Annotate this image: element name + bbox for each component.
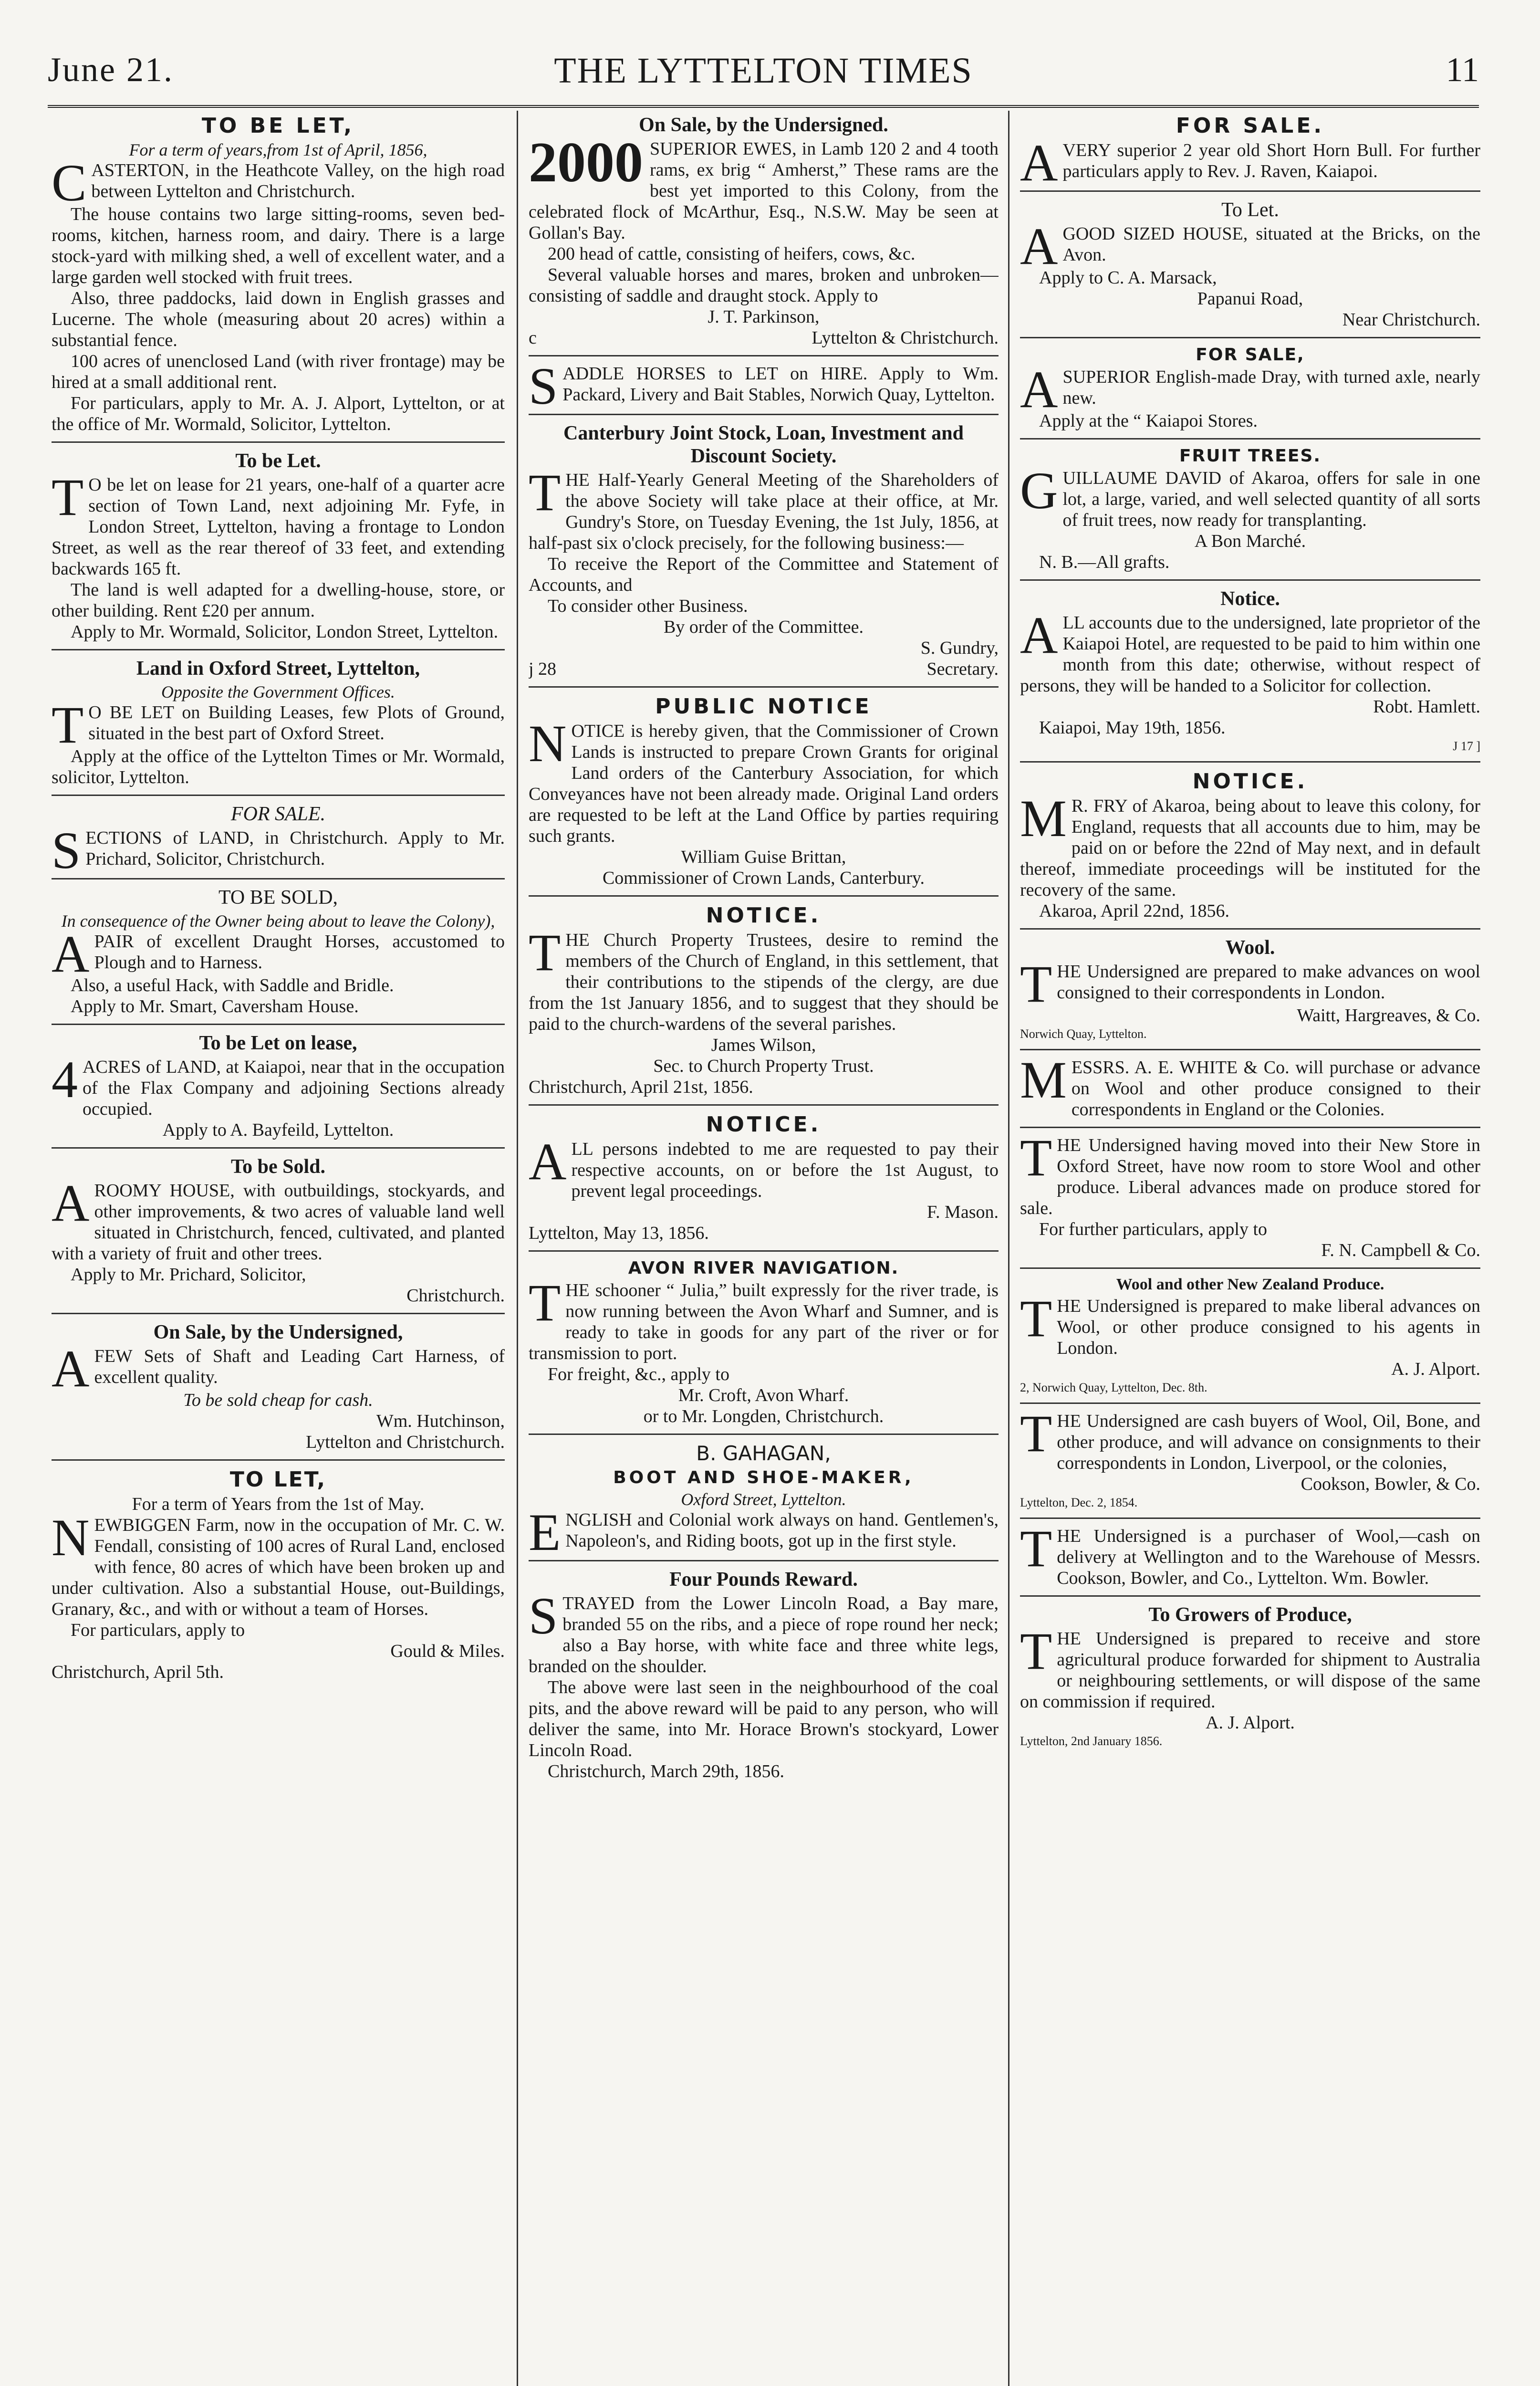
advert-fruit-trees [1020,446,1480,573]
advert-divider [1020,1049,1480,1050]
drop-cap: A [52,1340,90,1398]
advert-body: To receive the Report of the Committee and Statement of Accounts, and [529,554,999,595]
advert-divider [1020,1127,1480,1128]
drop-cap: T [52,468,84,526]
advert-cash-buyers [1020,1404,1480,1511]
page-header [48,50,1479,93]
advert-signature: William Guise Brittan, [681,847,846,867]
advert-body: TRAYED from the Lower Lincoln Road, a Bay mare, branded 55 on the ribs, and a piece of rope round her neck; also a Bay horse, with white face and three white legs, branded on the shoulder. [529,1593,999,1676]
advert-body: HE Undersigned are prepared to make advances on wool consigned to their correspondents in London. [1057,962,1480,1003]
advert-signature: Cookson, Bowler, & Co. [1301,1474,1480,1494]
advert-body: O BE LET on Building Leases, few Plots of Ground, situated in the best part of Oxford Street. [88,702,505,743]
advert-body: ECTIONS of LAND, in Christchurch. Apply to Mr. Prichard, Solicitor, Christchurch. [85,828,505,869]
advert-gahagan [529,1442,999,1561]
drop-cap: A [52,925,90,983]
advert-heading: PUBLIC NOTICE [655,694,872,719]
advert-body: Christchurch, March 29th, 1856. [548,1761,785,1781]
advert-body: Several valuable horses and mares, broken and unbroken—consisting of saddle and draught stock. Apply to [529,265,999,306]
advert-body: HE Undersigned is prepared to make liberal advances on Wool, or other produce consigned to his agents in London. [1057,1296,1480,1358]
advert-draught-horses [52,886,505,1017]
drop-cap: A [1020,360,1058,419]
advert-heading: To Growers of Produce, [1148,1604,1352,1626]
advert-heading: FRUIT TREES. [1179,446,1321,466]
drop-cap: S [52,821,81,879]
advert-body: Apply at the “ Kaiapoi Stores. [1039,411,1258,431]
advert-body: HE Undersigned is prepared to receive and store agricultural produce forwarded for shipment to Australia or neighbouring settlements, or will dispose of the same on commission if required. [1020,1629,1480,1712]
advert-saddle-horses [529,357,999,415]
advert-divider [52,795,505,796]
advert-body: Sec. to Church Property Trust. [653,1056,874,1076]
advert-body: Also, a useful Hack, with Saddle and Bridle. [71,975,394,995]
advert-body: LL accounts due to the undersigned, late proprietor of the Kaiapoi Hotel, are requested to be paid to him within one month from this date; otherwise, without respect of persons, they will be handed to a Solicitor for collection. [1020,613,1480,696]
advert-heading: On Sale, by the Undersigned. [639,114,888,136]
advert-divider [529,1560,999,1561]
issue-date: June 21. [48,51,174,89]
advert-body: Christchurch. [406,1286,505,1306]
advert-heading: Wool and other New Zealand Produce. [1116,1276,1384,1293]
advert-body: Apply to Mr. Wormald, Solicitor, London Street, Lyttelton. [71,622,499,642]
advert-divider [1020,761,1480,763]
column-1 [52,111,505,2386]
advert-body: Lyttelton and Christchurch. [306,1432,505,1452]
drop-cap: A [1020,606,1058,664]
drop-cap: T [1020,1519,1052,1578]
advert-kaiapoi-hotel [1020,587,1480,754]
advert-wool-waitt [1020,936,1480,1042]
advert-avon-river [529,1258,999,1427]
drop-cap: T [1020,1622,1052,1680]
advert-signature: Robt. Hamlett. [1373,697,1480,717]
advert-body: ACRES of LAND, at Kaiapoi, near that in the occupation of the Flax Company and adjoining Sections already occupied. [83,1057,505,1119]
column-rule-1 [517,111,518,2386]
advert-signature: A Bon Marché. [1194,531,1306,551]
advert-body: Lyttelton & Christchurch. [812,328,999,348]
advert-signature: A. J. Alport. [1391,1359,1480,1379]
advert-signature: S. Gundry, [920,638,999,658]
advert-body: For further particulars, apply to [1039,1219,1268,1239]
advert-body: UILLAUME DAVID of Akaroa, offers for sale in one lot, a large, varied, and well selected quantity of all sorts of fruit trees, now ready for transplanting. [1062,468,1480,530]
drop-cap: M [1020,789,1067,848]
advert-heading: Canterbury Joint Stock, Loan, Investment and Discount Society. [563,422,964,467]
advert-heading: To be Sold. [230,1156,326,1178]
advert-body: Apply to Mr. Prichard, Solicitor, [71,1265,306,1285]
advert-body: FEW Sets of Shaft and Leading Cart Harness, of excellent quality. [94,1346,505,1387]
drop-cap: T [529,463,561,522]
advert-signature: A. J. Alport. [1206,1713,1295,1733]
advert-four-pounds-reward [529,1568,999,1782]
drop-cap: A [52,1174,90,1232]
advert-to-let-house [1020,199,1480,330]
advert-body: HE schooner “ Julia,” built expressly for the river trade, is now running between the Avon Wharf and Sumner, and is ready to take in goods for any part of the river or for transmission to port. [529,1280,999,1363]
advert-body: Secretary. [926,659,999,679]
advert-divider [1020,438,1480,440]
column-3 [1020,111,1480,2386]
advert-divider [52,878,505,879]
advert-signature: F. Mason. [926,1202,999,1222]
advert-heading: Four Pounds Reward. [669,1569,858,1591]
advert-body: Apply to A. Bayfeild, Lyttelton. [162,1120,394,1140]
drop-cap: T [1020,955,1052,1013]
advert-body: 200 head of cattle, consisting of heifers, cows, &c. [548,244,916,264]
advert-mr-fry [1020,769,1480,921]
advert-divider [1020,190,1480,192]
advert-divider [1020,1267,1480,1269]
advert-divider [1020,1517,1480,1519]
advert-body: Near Christchurch. [1342,310,1480,330]
drop-cap: T [1020,1404,1052,1463]
advert-divider [52,1024,505,1025]
advert-divider [52,649,505,650]
advert-body: HE Half-Yearly General Meeting of the Shareholders of the above Society will take place at their office, at Mr. Gundry's Store, on Tuesday Evening, the 1st July, 1856, at half-past six o'clock precisely, for the following business:— [529,470,999,553]
drop-cap: C [52,154,87,212]
advert-body: Apply at the office of the Lyttelton Times or Mr. Wormald, solicitor, Lyttelton. [52,746,505,787]
advert-body: ROOMY HOUSE, with outbuildings, stockyards, and other improvements, & two acres of valuable land well situated in Christchurch, fenced, cultivated, and planted with a variety of fruit and other trees. [52,1181,505,1264]
advert-divider [1020,1402,1480,1404]
advert-divider [1020,579,1480,581]
advert-divider [529,895,999,897]
drop-cap: M [1020,1051,1067,1109]
advert-marker: j 28 [529,659,557,679]
advert-divider [529,1250,999,1252]
advert-body: SUPERIOR EWES, in Lamb 120 2 and 4 tooth rams, ex brig “ Amherst,” These rams are the best yet imported to this Colony, from the celebrated flock of McArthur, Esq., N.S.W. May be seen at Gollan's Bay. [529,139,999,243]
advert-body: To be sold cheap for cash. [183,1390,373,1410]
advert-heading: Land in Oxford Street, Lyttelton, [136,658,420,680]
advert-body: Lyttelton, 2nd January 1856. [1020,1734,1163,1748]
advert-new-store [1020,1129,1480,1261]
advert-body: ESSRS. A. E. WHITE & Co. will purchase or advance on Wool and other produce consigned to their correspondents in England or the Colonies. [1071,1057,1480,1120]
advert-marker: J 17 ] [1453,739,1480,753]
advert-divider [52,441,505,443]
advert-body: Christchurch, April 5th. [52,1662,224,1682]
drop-cap: G [1020,461,1058,520]
advert-dray [1020,345,1480,431]
advert-to-be-let-lease [52,450,505,642]
advert-body: To consider other Business. [548,596,748,616]
advert-divider [52,1147,505,1149]
page-number: 11 [1446,51,1479,89]
advert-body: PAIR of excellent Draught Horses, accustomed to Plough and to Harness. [94,931,505,973]
advert-heading: TO LET, [229,1467,327,1492]
advert-heading: FOR SALE. [1176,114,1325,138]
advert-marker: c [529,328,537,348]
advert-divider [52,1459,505,1461]
advert-subheading: In consequence of the Owner being about to leave the Colony), [61,911,495,931]
advert-for-sale-sections [52,803,505,879]
advert-heading: AVON RIVER NAVIGATION. [628,1258,899,1278]
advert-nz-produce [1020,1276,1480,1396]
drop-cap: A [1020,134,1058,192]
advert-body: The above were last seen in the neighbourhood of the coal pits, and the above reward will be paid to any person, who will deliver the same, into Mr. Horace Brown's stockyard, Lower Lincoln Road. [529,1677,999,1760]
advert-signature: Apply to C. A. Marsack, [1039,268,1217,288]
drop-cap: T [529,923,561,982]
drop-cap: N [529,714,567,773]
advert-body: For particulars, apply to Mr. A. J. Alport, Lyttelton, or at the office of Mr. Wormald, Solicitor, Lyttelton. [52,393,505,434]
advert-body: R. FRY of Akaroa, being about to leave this colony, for England, requests that all accounts due to him, may be paid on or before the 22nd of May next, and in default thereof, immediate proceedings will be instituted for the recovery of the same. [1020,796,1480,900]
advert-growers-of-produce [1020,1603,1480,1749]
advert-body: HE Church Property Trustees, desire to remind the members of the Church of England, in this settlement, that their contributions to the stipends of the clergy, are due from the 1st January 1856, and to suggest that they should be paid to the church-wardens of the several parishes. [529,930,999,1034]
advert-superior-ewes [529,114,999,348]
advert-wool-purchaser [1020,1519,1480,1589]
advert-divider [1020,1595,1480,1597]
advert-body: LL persons indebted to me are requested to pay their respective accounts, on or before the 1st August, to prevent legal proceedings. [571,1139,999,1201]
advert-body: Mr. Croft, Avon Wharf. [678,1385,849,1405]
column-2 [529,111,999,2386]
advert-body: HE Undersigned is a purchaser of Wool,—cash on delivery at Wellington and to the Warehouse of Messrs. Cookson, Bowler, and Co., Lyttelton. Wm. Bowler. [1057,1526,1480,1588]
advert-heading: To be Let. [235,450,321,472]
advert-body: HE Undersigned are cash buyers of Wool, Oil, Bone, and other produce, and will advance on consignments to their correspondents in London, Liverpool, or the colonies, [1057,1411,1480,1473]
advert-signature: James Wilson, [711,1035,816,1055]
drop-cap: 4 [52,1050,78,1109]
advert-body: NGLISH and Colonial work always on hand. Gentlemen's, Napoleon's, and Riding boots, got up in the first style. [565,1510,999,1551]
advert-body: By order of the Committee. [664,617,864,637]
advert-subheading: Oxford Street, Lyttelton. [681,1490,846,1509]
advert-divider [1020,928,1480,930]
advert-body: For a term of Years from the 1st of May. [132,1494,425,1514]
advert-body: For particulars, apply to [71,1620,245,1640]
advert-canterbury-joint-stock [529,422,999,680]
advert-heading: NOTICE. [706,1112,822,1137]
drop-cap: T [52,696,84,754]
advert-body: Lyttelton, Dec. 2, 1854. [1020,1496,1138,1509]
advert-messrs-white [1020,1051,1480,1120]
advert-body: ASTERTON, in the Heathcote Valley, on the high road between Lyttelton and Christchurch. [91,160,505,201]
drop-cap: E [529,1503,561,1561]
advert-body: The house contains two large sitting-rooms, seven bed-rooms, kitchen, harness room, and dairy. There is a large stock-yard with milking shed, a well of excellent water, and a large garden well stocked with fruit trees. [52,204,505,287]
newspaper-title: THE LYTTELTON TIMES [554,51,973,91]
advert-subheading: Opposite the Government Offices. [161,682,395,701]
advert-heading: On Sale, by the Undersigned, [153,1321,403,1343]
advert-divider [1020,337,1480,338]
advert-body: VERY superior 2 year old Short Horn Bull. For further particulars apply to Rev. J. Raven, Kaiapoi. [1062,140,1480,181]
advert-church-property [529,903,999,1098]
advert-body: ADDLE HORSES to LET on HIRE. Apply to Wm. Packard, Livery and Bait Stables, Norwich Quay, Lyttelton. [562,364,999,405]
header-rule [48,105,1479,108]
advert-body: The land is well adapted for a dwelling-house, store, or other building. Rent £20 per annum. [52,580,505,621]
advert-body: Kaiapoi, May 19th, 1856. [1039,718,1226,738]
advert-heading: NOTICE. [1192,769,1308,794]
advert-subheading: For a term of years,from 1st of April, 1856, [129,140,427,159]
drop-cap: S [529,1587,558,1645]
drop-cap: T [1020,1129,1052,1187]
advert-body: Apply to Mr. Smart, Caversham House. [71,996,359,1016]
advert-divider [529,686,999,688]
advert-heading: Notice. [1220,588,1280,610]
drop-cap: A [1020,217,1058,275]
drop-cap: T [1020,1289,1052,1348]
advert-body: Norwich Quay, Lyttelton. [1020,1027,1147,1041]
advert-heading: TO BE LET, [201,114,355,138]
advert-body: 100 acres of unenclosed Land (with river frontage) may be hired at a small additional rent. [52,351,505,392]
advert-signature: J. T. Parkinson, [708,307,820,327]
advert-body: HE Undersigned having moved into their New Store in Oxford Street, have now room to store Wool and other produce. Liberal advances made on produce stored for sale. [1020,1135,1480,1218]
advert-subheading: BOOT AND SHOE-MAKER, [613,1468,914,1487]
advert-divider [52,1313,505,1314]
drop-cap: 2000 [529,130,643,194]
advert-body: OTICE is hereby given, that the Commissioner of Crown Lands is instructed to prepare Crown Grants for original Land orders of the Canterbury Association, for which Conveyances have not been already made. Original Land orders are requested to be left at the Land Office by parties requiring such grants. [529,721,999,846]
advert-body: SUPERIOR English-made Dray, with turned axle, nearly new. [1062,367,1480,408]
advert-oxford-street [52,657,505,788]
advert-body: For freight, &c., apply to [548,1364,729,1384]
advert-divider [529,414,999,415]
advert-heading: B. GAHAGAN, [696,1442,831,1465]
advert-heading: NOTICE. [706,903,822,928]
advert-body: Christchurch, April 21st, 1856. [529,1077,753,1097]
drop-cap: S [529,357,558,415]
advert-heading: TO BE SOLD, [218,887,338,909]
advert-body: EWBIGGEN Farm, now in the occupation of Mr. C. W. Fendall, consisting of 100 acres of Rural Land, enclosed with fence, 80 acres of which have been broken up and under cultivation. Also a substantial House, out-Buildings, Granary, &c., and with or without a team of Horses. [52,1515,505,1619]
advert-divider [529,1434,999,1435]
column-rule-2 [1008,111,1009,2386]
advert-divider [529,355,999,356]
advert-mason-notice [529,1112,999,1244]
advert-signature: Wm. Hutchinson, [376,1411,505,1431]
advert-divider [529,1104,999,1106]
advert-short-horn-bull [1020,114,1480,192]
advert-roomy-house [52,1155,505,1306]
advert-newbiggen-farm [52,1467,505,1683]
advert-body: N. B.—All grafts. [1039,552,1170,572]
advert-heading: FOR SALE. [230,803,326,825]
advert-to-be-let-casterton [52,114,505,435]
advert-kaiapoi-land [52,1032,505,1141]
advert-body: or to Mr. Longden, Christchurch. [643,1406,884,1426]
advert-signature: Waitt, Hargreaves, & Co. [1297,1005,1480,1026]
drop-cap: T [529,1274,561,1332]
drop-cap: N [52,1508,90,1567]
advert-heading: To be Let on lease, [199,1032,357,1054]
drop-cap: A [529,1132,567,1191]
advert-body: 2, Norwich Quay, Lyttelton, Dec. 8th. [1020,1381,1207,1394]
advert-signature: Gould & Miles. [390,1641,505,1661]
advert-public-notice [529,694,999,889]
advert-harness [52,1321,505,1453]
advert-heading: Wool. [1225,937,1275,959]
advert-body: Akaroa, April 22nd, 1856. [1039,901,1229,921]
advert-body: Papanui Road, [1197,289,1303,309]
advert-body: O be let on lease for 21 years, one-half of a quarter acre section of Town Land, next adjoining Mr. Fyfe, in London Street, Lyttelton, having a frontage to London Street, as well as the rear thereof of 33 feet, and extending backwards 165 ft. [52,475,505,579]
advert-body: Lyttelton, May 13, 1856. [529,1223,709,1243]
advert-body: GOOD SIZED HOUSE, situated at the Bricks, on the Avon. [1062,224,1480,265]
advert-heading: FOR SALE, [1196,345,1305,365]
advert-heading: To Let. [1221,199,1279,221]
advert-body: Also, three paddocks, laid down in English grasses and Lucerne. The whole (measuring about 20 acres) within a substantial fence. [52,288,505,350]
advert-body: Commissioner of Crown Lands, Canterbury. [602,868,925,888]
advert-signature: F. N. Campbell & Co. [1321,1240,1480,1260]
